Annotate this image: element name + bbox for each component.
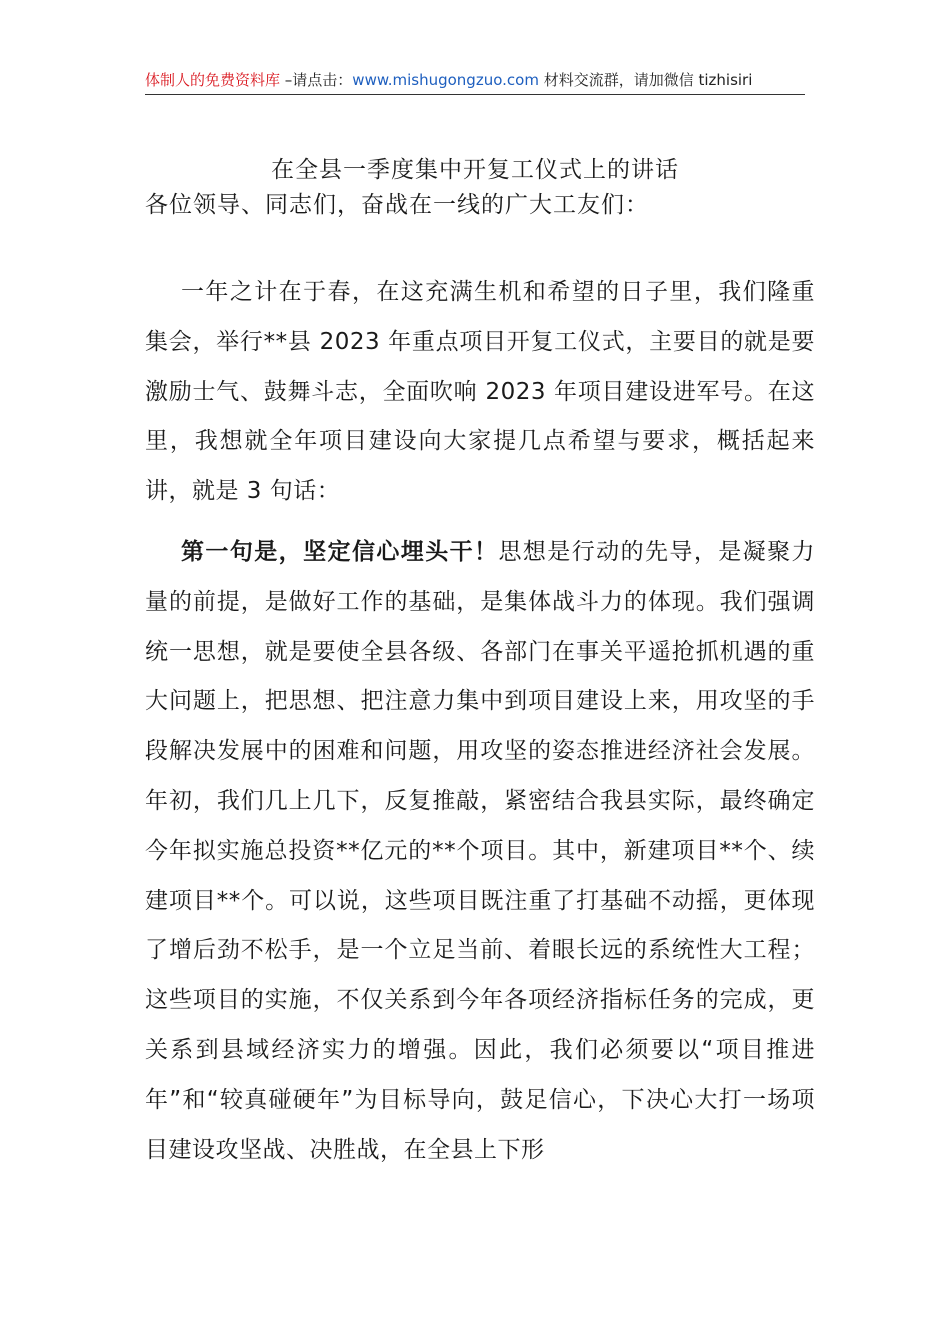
header-tail: 材料交流群，请加微信 tizhisiri	[538, 71, 753, 89]
salutation: 各位领导、同志们，奋战在一线的广大工友们：	[145, 192, 649, 218]
paragraph-text: 思想是行动的先导，是凝聚力量的前提，是做好工作的基础，是集体战斗力的体现。我们强调统一思想，就是要使全县各级、各部门在事关平遥抢抓机遇的重大问题上，把思想、把注意力集中到项目建设上来，用攻坚的手段解决发展中的困难和问题，用攻坚的姿态推进经济社会发展。年初，我们几上几下，反复推敲，紧密结合我县实际，最终确定今年拟实施总投资**亿元的**个项目。其中，新建项目**个、续建项目**个。可以说，这些项目既注重了打基础不动摇，更体现了增后劲不松手，是一个立足当前、着眼长远的系统性大工程；这些项目的实施，不仅关系到今年各项经济指标任务的完成，更关系到县域经济实力的增强。因此，我们必须要以“项目推进年”和“较真碰硬年”为目标导向，鼓足信心，下决心大打一场项目建设攻坚战、决胜战，在全县上下形	[145, 539, 816, 1163]
page-header	[145, 68, 805, 95]
paragraph-intro	[145, 268, 815, 517]
document-title: 在全县一季度集中开复工仪式上的讲话	[271, 157, 679, 183]
header-url-link[interactable]: www.mishugongzuo.com	[352, 71, 539, 89]
paragraph-lead: 第一句是，坚定信心埋头干！	[181, 539, 499, 565]
header-prompt: –请点击：	[280, 71, 353, 89]
header-brand: 体制人的免费资料库	[145, 71, 281, 89]
paragraph-text: 一年之计在于春，在这充满生机和希望的日子里，我们隆重集会，举行**县 2023 年重点项目开复工仪式，主要目的就是要激励士气、鼓舞斗志，全面吹响 2023 年项目建设进军号。在这里，我想就全年项目建设向大家提几点希望与要求，概括起来讲，就是 3 句话：	[145, 279, 815, 505]
paragraph-first-point	[145, 528, 815, 1175]
